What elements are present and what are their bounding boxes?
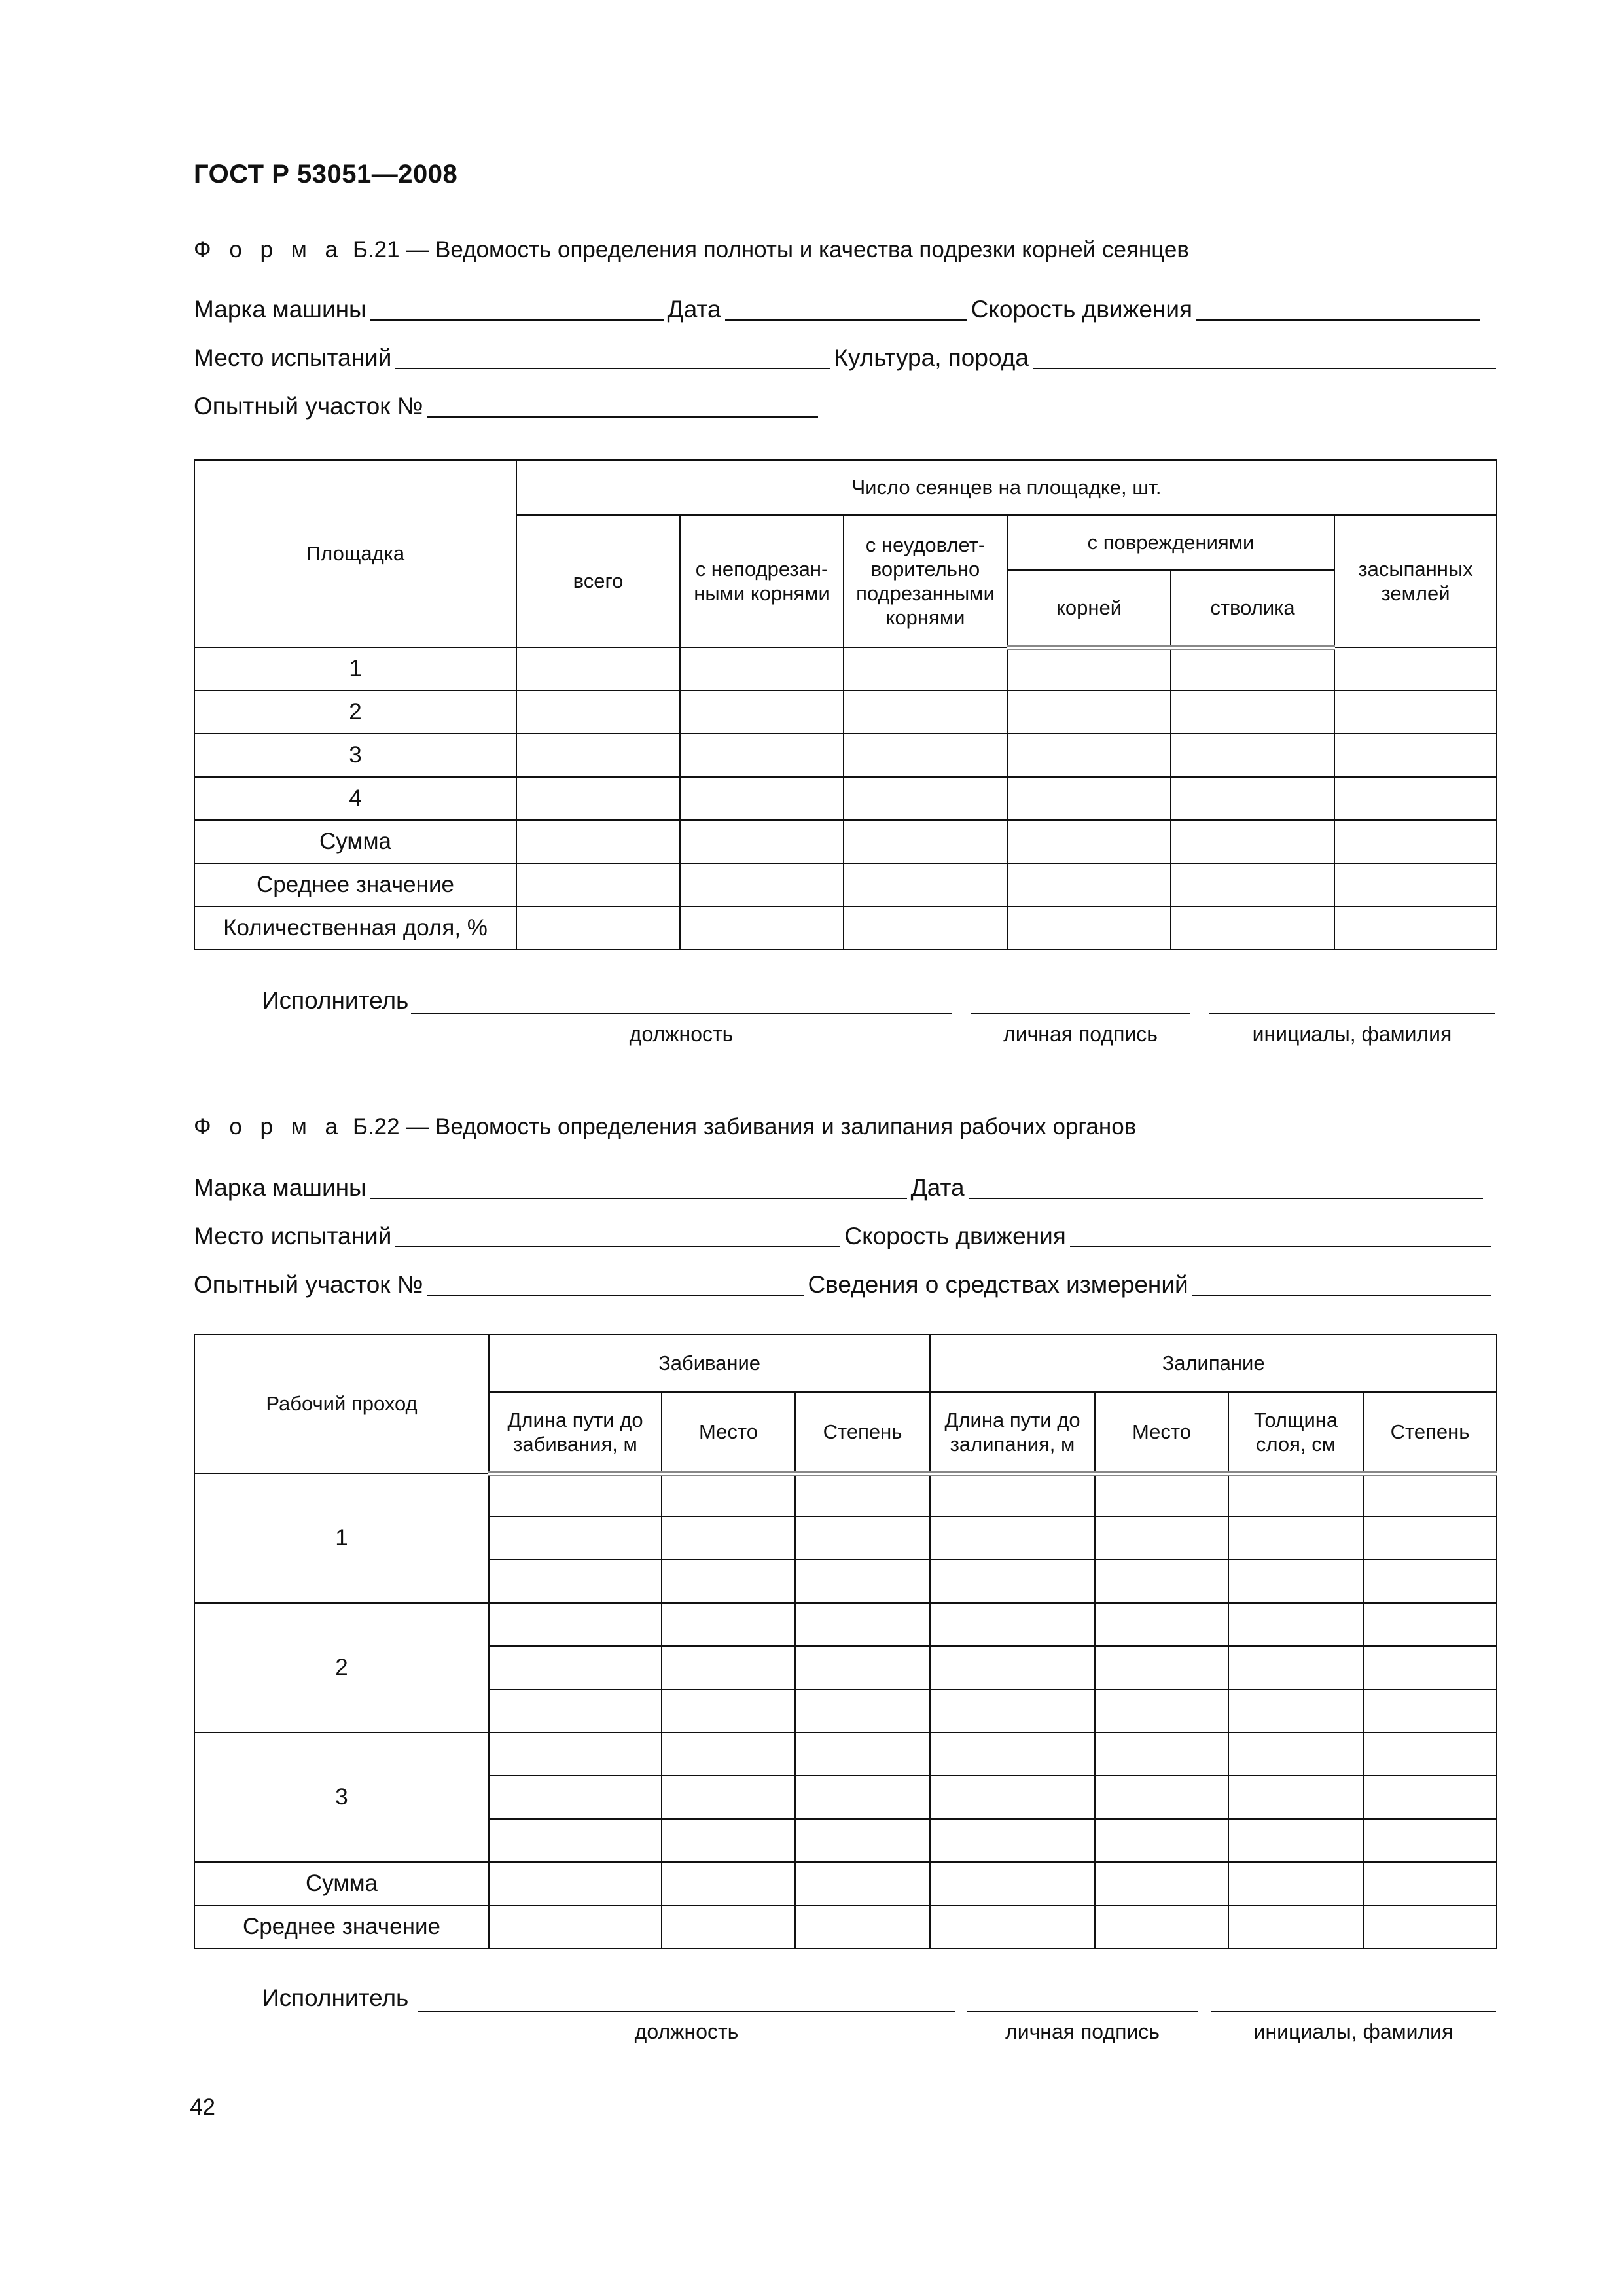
table-cell[interactable] — [795, 1862, 930, 1905]
culture-label: Культура, порода — [834, 344, 1029, 371]
table-cell[interactable] — [1171, 906, 1334, 950]
table-cell[interactable] — [662, 1905, 795, 1948]
table-cell[interactable] — [516, 863, 680, 906]
table-cell[interactable] — [930, 1905, 1095, 1948]
table-cell[interactable] — [1228, 1473, 1363, 1516]
table-row — [194, 863, 1497, 906]
table-cell[interactable] — [844, 863, 1007, 906]
table-cell[interactable] — [1095, 1862, 1228, 1905]
name-caption: инициалы, фамилия — [1252, 1022, 1452, 1046]
table-cell[interactable] — [662, 1689, 795, 1732]
table-cell[interactable] — [795, 1516, 930, 1560]
table-cell[interactable] — [516, 691, 680, 734]
table-cell[interactable] — [1363, 1603, 1497, 1646]
executor-label: Исполнитель — [262, 987, 409, 1014]
date-label: Дата — [667, 296, 721, 323]
table-row — [194, 1473, 1497, 1516]
row-label: 1 — [194, 647, 516, 691]
form-b22-title — [194, 1114, 1136, 1140]
table-cell[interactable] — [1095, 1689, 1228, 1732]
col-clog-path-header: Длина пути до забивания, м — [489, 1392, 662, 1473]
col-stick-path-header: Длина пути до залипания, м — [930, 1392, 1095, 1473]
table-cell[interactable] — [795, 1689, 930, 1732]
table-cell[interactable] — [930, 1516, 1095, 1560]
table-cell[interactable] — [930, 1560, 1095, 1603]
table-cell[interactable] — [1171, 777, 1334, 820]
table-row — [194, 906, 1497, 950]
table-cell[interactable] — [795, 1819, 930, 1862]
machine-brand-field[interactable] — [370, 300, 664, 321]
table-cell[interactable] — [844, 777, 1007, 820]
table-row — [194, 1732, 1497, 1776]
table-cell[interactable] — [1007, 820, 1171, 863]
speed-label: Скорость движения — [844, 1223, 1066, 1249]
pass-label: 2 — [194, 1603, 489, 1732]
table-cell[interactable] — [930, 1819, 1095, 1862]
row-label: Сумма — [194, 1862, 489, 1905]
test-place-label: Место испытаний — [194, 1223, 392, 1249]
col-stick-thickness-header: Толщина слоя, см — [1228, 1392, 1363, 1473]
col-plot-header: Площадка — [194, 460, 516, 647]
row-label: Среднее значение — [194, 863, 516, 906]
table-cell[interactable] — [1007, 863, 1171, 906]
table-cell[interactable] — [1334, 777, 1497, 820]
form-title-text: Б.21 — Ведомость определения полноты и качества подрезки корней сеянцев — [352, 237, 1189, 262]
table-cell[interactable] — [844, 647, 1007, 691]
table-cell[interactable] — [1228, 1776, 1363, 1819]
table-cell[interactable] — [680, 734, 844, 777]
speed-label: Скорость движения — [971, 296, 1193, 323]
table-cell[interactable] — [1334, 906, 1497, 950]
pass-label: 1 — [194, 1473, 489, 1603]
col-roots-header: корней — [1007, 570, 1171, 647]
table-row — [194, 691, 1497, 734]
plot-field[interactable] — [427, 1275, 804, 1296]
table-cell[interactable] — [680, 820, 844, 863]
table-row — [194, 1862, 1497, 1905]
table-cell[interactable] — [1228, 1819, 1363, 1862]
table-cell[interactable] — [662, 1560, 795, 1603]
col-pass-header: Рабочий проход — [194, 1335, 489, 1473]
table-cell[interactable] — [844, 906, 1007, 950]
table-cell[interactable] — [1363, 1776, 1497, 1819]
plot-field[interactable] — [427, 397, 818, 418]
table-cell[interactable] — [1007, 647, 1171, 691]
clogging-group-header: Забивание — [489, 1335, 930, 1392]
col-uncut-header: с неподрезан-ными корнями — [680, 515, 844, 647]
table-cell[interactable] — [1095, 1732, 1228, 1776]
pass-label: 3 — [194, 1732, 489, 1862]
b22-table — [194, 1334, 1497, 1949]
table-cell[interactable] — [844, 734, 1007, 777]
table-cell[interactable] — [1228, 1603, 1363, 1646]
b22-fields-row-1 — [194, 1174, 1487, 1202]
position-field[interactable] — [418, 2009, 955, 2012]
table-cell[interactable] — [1334, 863, 1497, 906]
table-cell[interactable] — [795, 1560, 930, 1603]
table-cell[interactable] — [516, 906, 680, 950]
row-label: Количественная доля, % — [194, 906, 516, 950]
table-cell[interactable] — [1228, 1732, 1363, 1776]
b21-fields-row-2 — [194, 344, 1500, 372]
table-cell[interactable] — [662, 1862, 795, 1905]
test-place-field[interactable] — [395, 348, 830, 369]
row-label: 3 — [194, 734, 516, 777]
table-cell[interactable] — [1007, 691, 1171, 734]
signature-caption: личная подпись — [1005, 2020, 1160, 2043]
table-cell[interactable] — [1095, 1603, 1228, 1646]
table-cell[interactable] — [489, 1776, 662, 1819]
table-cell[interactable] — [516, 820, 680, 863]
damaged-group-header: с повреждениями — [1007, 515, 1334, 570]
table-cell[interactable] — [930, 1689, 1095, 1732]
table-cell[interactable] — [1171, 820, 1334, 863]
table-row — [194, 777, 1497, 820]
table-cell[interactable] — [680, 863, 844, 906]
table-cell[interactable] — [1095, 1473, 1228, 1516]
position-caption: должность — [629, 1022, 734, 1046]
table-cell[interactable] — [1095, 1560, 1228, 1603]
row-label: 2 — [194, 691, 516, 734]
row-label: Сумма — [194, 820, 516, 863]
culture-field[interactable] — [1033, 348, 1496, 369]
table-cell[interactable] — [1334, 691, 1497, 734]
table-cell[interactable] — [1228, 1646, 1363, 1689]
table-cell[interactable] — [1095, 1905, 1228, 1948]
table-cell[interactable] — [662, 1776, 795, 1819]
col-unsatisfactory-header: с неудовлет-ворительно подрезанными корнями — [844, 515, 1007, 647]
table-cell[interactable] — [930, 1776, 1095, 1819]
table-cell[interactable] — [1363, 1732, 1497, 1776]
position-field[interactable] — [411, 1012, 952, 1014]
date-label: Дата — [910, 1174, 965, 1201]
table-cell[interactable] — [1228, 1689, 1363, 1732]
table-cell[interactable] — [1007, 906, 1171, 950]
table-cell[interactable] — [516, 777, 680, 820]
table-cell[interactable] — [1363, 1689, 1497, 1732]
table-cell[interactable] — [680, 906, 844, 950]
table-cell[interactable] — [662, 1819, 795, 1862]
table-cell[interactable] — [489, 1646, 662, 1689]
table-cell[interactable] — [489, 1862, 662, 1905]
name-field[interactable] — [1211, 2009, 1496, 2012]
date-field[interactable] — [725, 300, 967, 321]
table-cell[interactable] — [930, 1603, 1095, 1646]
table-cell[interactable] — [1334, 734, 1497, 777]
plot-label: Опытный участок № — [194, 1271, 423, 1298]
table-row — [194, 1905, 1497, 1948]
test-place-label: Место испытаний — [194, 344, 392, 371]
speed-field[interactable] — [1196, 300, 1480, 321]
table-cell[interactable] — [930, 1646, 1095, 1689]
table-cell[interactable] — [680, 691, 844, 734]
table-cell[interactable] — [1228, 1516, 1363, 1560]
table-row — [194, 647, 1497, 691]
table-cell[interactable] — [1095, 1776, 1228, 1819]
table-cell[interactable] — [1007, 734, 1171, 777]
table-cell[interactable] — [1228, 1560, 1363, 1603]
table-cell[interactable] — [1095, 1516, 1228, 1560]
table-cell[interactable] — [1334, 647, 1497, 691]
col-clog-place-header: Место — [662, 1392, 795, 1473]
machine-brand-label: Марка машины — [194, 296, 366, 323]
table-cell[interactable] — [1363, 1560, 1497, 1603]
table-cell[interactable] — [1007, 777, 1171, 820]
table-cell[interactable] — [930, 1862, 1095, 1905]
machine-brand-field[interactable] — [370, 1178, 907, 1199]
table-cell[interactable] — [489, 1603, 662, 1646]
form-label: Ф о р м а — [194, 237, 344, 262]
name-field[interactable] — [1209, 1012, 1495, 1014]
speed-field[interactable] — [1070, 1227, 1491, 1247]
date-field[interactable] — [969, 1178, 1483, 1199]
row-label: Среднее значение — [194, 1905, 489, 1948]
table-cell[interactable] — [1363, 1516, 1497, 1560]
table-cell[interactable] — [795, 1905, 930, 1948]
table-cell[interactable] — [1334, 820, 1497, 863]
instruments-field[interactable] — [1192, 1275, 1491, 1296]
table-cell[interactable] — [930, 1732, 1095, 1776]
table-cell[interactable] — [489, 1473, 662, 1516]
table-cell[interactable] — [489, 1905, 662, 1948]
table-cell[interactable] — [795, 1473, 930, 1516]
table-cell[interactable] — [795, 1646, 930, 1689]
executor-label: Исполнитель — [262, 1984, 409, 2011]
form-label: Ф о р м а — [194, 1114, 344, 1139]
table-cell[interactable] — [680, 647, 844, 691]
signature-caption: личная подпись — [1003, 1022, 1158, 1046]
signature-field[interactable] — [967, 2009, 1198, 2012]
table-cell[interactable] — [489, 1689, 662, 1732]
b21-fields-row-3 — [194, 393, 822, 420]
table-cell[interactable] — [1363, 1646, 1497, 1689]
table-cell[interactable] — [1171, 691, 1334, 734]
table-cell[interactable] — [1363, 1905, 1497, 1948]
test-place-field[interactable] — [395, 1227, 840, 1247]
col-stick-degree-header: Степень — [1363, 1392, 1497, 1473]
seedlings-group-header: Число сеянцев на площадке, шт. — [516, 460, 1497, 515]
table-cell[interactable] — [1363, 1473, 1497, 1516]
col-buried-header: засыпанных землей — [1334, 515, 1497, 647]
table-cell[interactable] — [489, 1516, 662, 1560]
document-header: ГОСТ Р 53051—2008 — [194, 160, 458, 188]
table-cell[interactable] — [1171, 647, 1334, 691]
name-caption: инициалы, фамилия — [1253, 2020, 1454, 2043]
col-stem-header: стволика — [1171, 570, 1334, 647]
instruments-label: Сведения о средствах измерений — [808, 1271, 1188, 1298]
row-label: 4 — [194, 777, 516, 820]
table-cell[interactable] — [1095, 1646, 1228, 1689]
table-cell[interactable] — [680, 777, 844, 820]
b22-fields-row-2 — [194, 1223, 1495, 1250]
page-number: 42 — [190, 2094, 215, 2120]
table-cell[interactable] — [1095, 1819, 1228, 1862]
table-cell[interactable] — [1171, 734, 1334, 777]
table-cell[interactable] — [662, 1646, 795, 1689]
table-cell[interactable] — [844, 691, 1007, 734]
table-cell[interactable] — [1363, 1862, 1497, 1905]
machine-brand-label: Марка машины — [194, 1174, 366, 1201]
form-title-text: Б.22 — Ведомость определения забивания и залипания рабочих органов — [352, 1114, 1137, 1139]
table-cell[interactable] — [662, 1732, 795, 1776]
table-cell[interactable] — [1171, 863, 1334, 906]
table-cell[interactable] — [662, 1603, 795, 1646]
table-cell[interactable] — [795, 1732, 930, 1776]
position-caption: должность — [634, 2020, 739, 2043]
table-cell[interactable] — [516, 734, 680, 777]
table-cell[interactable] — [1363, 1819, 1497, 1862]
col-total-header: всего — [516, 515, 680, 647]
plot-label: Опытный участок № — [194, 393, 423, 420]
table-cell[interactable] — [489, 1560, 662, 1603]
table-cell[interactable] — [795, 1603, 930, 1646]
table-cell[interactable] — [516, 647, 680, 691]
table-row — [194, 820, 1497, 863]
sticking-group-header: Залипание — [930, 1335, 1497, 1392]
col-stick-place-header: Место — [1095, 1392, 1228, 1473]
b22-fields-row-3 — [194, 1271, 1495, 1299]
table-cell[interactable] — [662, 1473, 795, 1516]
table-cell[interactable] — [930, 1473, 1095, 1516]
table-cell[interactable] — [489, 1819, 662, 1862]
b21-fields-row-1 — [194, 296, 1484, 323]
table-cell[interactable] — [1228, 1862, 1363, 1905]
form-b21-title — [194, 237, 1189, 263]
table-cell[interactable] — [1228, 1905, 1363, 1948]
table-cell[interactable] — [795, 1776, 930, 1819]
table-cell[interactable] — [844, 820, 1007, 863]
table-row — [194, 734, 1497, 777]
table-cell[interactable] — [489, 1732, 662, 1776]
col-clog-degree-header: Степень — [795, 1392, 930, 1473]
table-cell[interactable] — [662, 1516, 795, 1560]
b21-table — [194, 459, 1497, 950]
table-row — [194, 1603, 1497, 1646]
signature-field[interactable] — [971, 1012, 1190, 1014]
